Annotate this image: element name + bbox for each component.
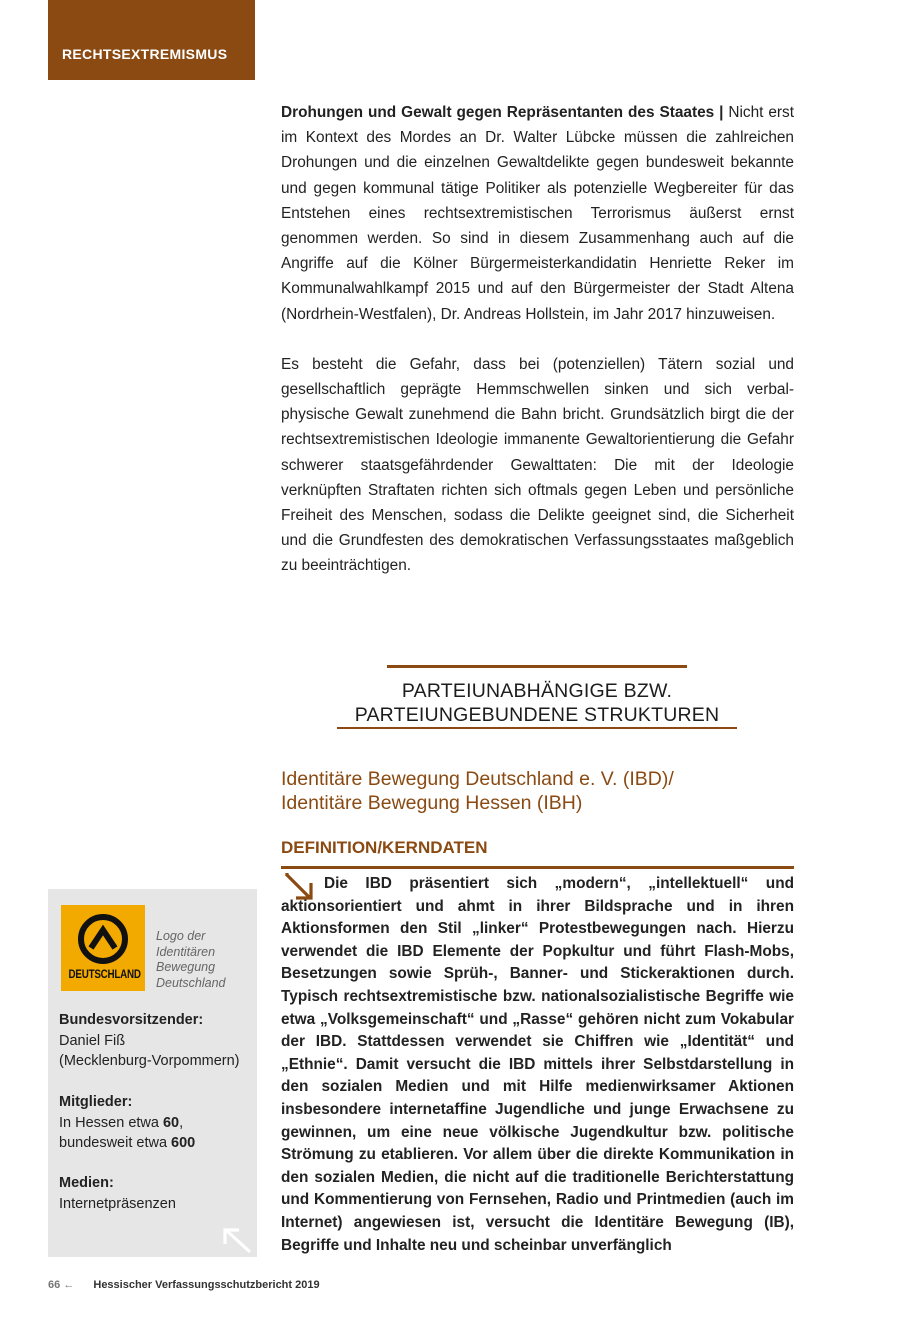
- page-number: 66: [48, 1279, 61, 1291]
- intro-p1-text: Nicht erst im Kontext des Mordes an Dr. Walter Lübcke müssen die zahlreichen Drohungen und die einzelnen Gewaltdelikte gegen bundesweit bekannte und gegen kommunal tätige Politiker als potenzielle Wegbereiter für das Entstehen eines rechtsextremistischen Terrorismus äußerst ernst genommen werden. So sind in diesem Zusammenhang auch auf die Angriffe auf die Kölner Bürgermeisterkandidatin Henriette Reker im Kommunalwahlkampf 2015 und auf den Bürgermeister der Stadt Altena (Nordrhein-Westfalen), Dr. Andreas Hollstein, im Jahr 2017 hinzuweisen.: [281, 104, 795, 323]
- indent-spacer: [281, 887, 324, 888]
- section-heading-line-1: PARTEIUNABHÄNGIGE BZW.: [401, 680, 673, 702]
- lambda-circle-icon: [61, 909, 145, 969]
- definition-body-text: Die IBD präsentiert sich „modern“, „intellektuell“ und aktionsorientiert und ahmt in ihrer Bildsprache und in ihren Aktionsformen den Stil „linker“ Protestbewegungen nach. Hierzu verwendet die IBD Elemente der Popkultur und führt Flash-Mobs, Besetzungen sowie Sprüh-, Banner- und Stickeraktionen durch. Typisch rechtsextremistische bzw. nationalsozialistische Begriffe wie etwa „Volksgemeinschaft“ und „Rasse“ gehören nicht zum Vokabular der IBD. Stattdessen verwendet sie Chiffren wie „Identität“ und „Ethnie“. Damit versucht die IBD mittels ihrer Selbstdarstellung in den sozialen Medien und mit Hilfe medienwirksamer Aktionen insbesondere internetaffine Jugendliche und junge Erwachsene zu gewinnen, um eine neue völkische Jugendkultur bzw. politische Strömung zu etablieren. Vor allem über die direkte Kommunikation in den sozialen Medien, die nicht auf die traditionelle Berichterstattung und Kommentierung von Fernsehen, Radio und Printmedien (auch im Internet) angewiesen ist, versucht die Identitäre Bewegung (IB), Begriffe und Inhalte neu und scheinbar unverfänglich: [281, 875, 794, 1254]
- intro-text: [281, 100, 794, 579]
- chair-name: Daniel Fiß: [59, 1032, 126, 1049]
- page-footer: [48, 1279, 320, 1291]
- members-hessen: [59, 1113, 195, 1134]
- org-title-line-1: Identitäre Bewegung Deutschland e. V. (IBD)/: [281, 768, 674, 790]
- back-arrow-icon[interactable]: ←: [63, 1279, 75, 1291]
- section-heading-line-2: PARTEIUNGEBUNDENE STRUKTUREN: [354, 704, 720, 726]
- definition-rule: [281, 866, 794, 869]
- org-title-line-2: Identitäre Bewegung Hessen (IBH): [281, 792, 583, 814]
- definition-heading: DEFINITION/KERNDATEN: [281, 838, 488, 857]
- members-hessen-value: 60: [162, 1114, 180, 1131]
- media-block: [59, 1173, 176, 1214]
- media-value: Internetpräsenzen: [59, 1195, 176, 1212]
- media-label: Medien:: [59, 1175, 114, 1191]
- org-title: [281, 767, 801, 815]
- intro-paragraph-2: Es besteht die Gefahr, dass bei (potenziellen) Tätern sozial und gesellschaftlich geprägte Hemmschwellen sinken und sich verbal-physische Gewalt zunehmend die Bahn bricht. Grundsätzlich birgt die der rechtsextremistischen Ideologie immanente Gewaltorientierung die Gefahr schwerer staatsgefährdender Gewalttaten: Die mit der Ideologie verknüpften Straftaten richten sich oftmals gegen Leben und persönliche Freiheit des Menschen, sodass die Delikte geeignet sind, die Sicherheit und die Grundfesten des demokratischen Verfassungsstaates maßgeblich zu beeinträchtigen.: [281, 355, 794, 575]
- logo-caption: Logo der Identitären Bewegung Deutschland: [156, 929, 226, 990]
- members-hessen-suffix: ,: [179, 1114, 184, 1131]
- chair-label: Bundesvorsitzender:: [59, 1012, 204, 1028]
- members-label: Mitglieder:: [59, 1094, 133, 1110]
- chair-block: [59, 1010, 240, 1072]
- members-block: [59, 1092, 195, 1154]
- ib-logo: [61, 905, 145, 991]
- intro-lead: Drohungen und Gewalt gegen Repräsentanten des Staates |: [281, 104, 724, 121]
- arrow-up-left-icon: [220, 1226, 252, 1254]
- heading-rule-top: [387, 665, 687, 668]
- heading-rule-bottom: [337, 727, 737, 729]
- logo-text: DEUTSCHLAND: [68, 967, 141, 981]
- members-hessen-prefix: In Hessen etwa: [59, 1114, 163, 1131]
- members-federal: [59, 1133, 195, 1154]
- intro-paragraph-1: [281, 100, 794, 327]
- chair-region: (Mecklenburg-Vorpommern): [59, 1053, 240, 1069]
- section-tab: [48, 0, 255, 80]
- definition-body: [281, 873, 794, 1257]
- section-heading-text: [337, 679, 737, 727]
- members-federal-prefix: bundesweit etwa: [59, 1135, 172, 1151]
- report-title: Hessischer Verfassungsschutzbericht 2019: [93, 1279, 320, 1291]
- info-sidebar: [48, 889, 257, 1257]
- members-federal-value: 600: [171, 1135, 196, 1151]
- section-label: RECHTSEXTREMISMUS: [62, 46, 228, 62]
